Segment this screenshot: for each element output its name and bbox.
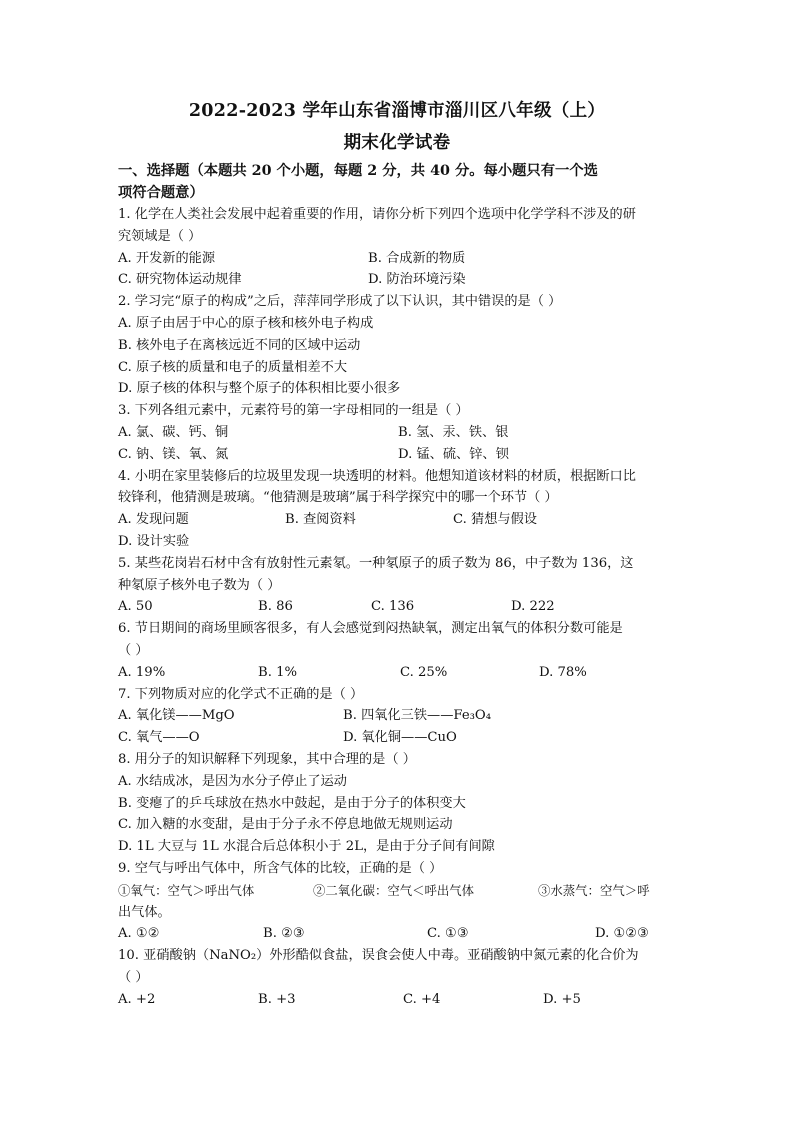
question-10-options <box>118 989 676 1011</box>
option-c: C. 加入糖的水变甜，是由于分子永不停息地做无规则运动 <box>118 817 453 833</box>
option-b: B. 核外电子在离核远近不同的区域中运动 <box>118 337 361 353</box>
option-a: A. 50 <box>118 599 153 615</box>
option-c: C. 研究物体运动规律 <box>118 272 242 288</box>
question-1-options-row2 <box>118 269 676 291</box>
option-a: A. 氧化镁——MgO <box>118 708 235 724</box>
option-d: D. 氧化铜——CuO <box>343 730 457 746</box>
option-c: C. 25% <box>400 664 448 680</box>
question-6-stem: 6. 节日期间的商场里顾客很多，有人会感觉到闷热缺氧，测定出氧气的体积分数可能是 <box>118 621 623 637</box>
question-5-stem: 5. 某些花岗岩石材中含有放射性元素氡。一种氡原子的质子数为 86，中子数为 136，这 <box>118 555 634 571</box>
question-7-options-row2 <box>118 727 676 749</box>
question-7-options-row1 <box>118 705 676 727</box>
question-3-stem: 3. 下列各组元素中，元素符号的第一字母相同的一组是（ ） <box>118 403 469 419</box>
statement-3-cont: 出气体。 <box>118 904 171 920</box>
option-a: A. 原子由居于中心的原子核和核外电子构成 <box>118 315 374 331</box>
option-a: A. 开发新的能源 <box>118 250 216 266</box>
question-9-statements <box>118 880 676 902</box>
option-c: C. 原子核的质量和电子的质量相差不大 <box>118 359 348 375</box>
option-b: B. +3 <box>258 991 296 1007</box>
option-c: C. 猜想与假设 <box>453 512 537 528</box>
question-4-options-row1 <box>118 509 676 531</box>
statement-3: ③水蒸气：空气＞呼 <box>538 882 650 898</box>
option-d: D. ①②③ <box>595 926 649 942</box>
question-9-stem: 9. 空气与呼出气体中，所含气体的比较，正确的是（ ） <box>118 860 443 876</box>
option-a: A. 19% <box>118 664 166 680</box>
question-4-stem-cont: 较锋利，他猜测是玻璃。“他猜测是玻璃”属于科学探究中的哪一个环节（ ） <box>118 490 558 506</box>
option-d: D. 1L 大豆与 1L 水混合后总体积小于 2L，是由于分子间有间隙 <box>118 839 495 855</box>
question-1-stem: 1. 化学在人类社会发展中起着重要的作用，请你分析下列四个选项中化学学科不涉及的研 <box>118 207 636 222</box>
option-c: C. 136 <box>371 599 415 615</box>
question-3-options-row1 <box>118 422 676 444</box>
option-b: B. ②③ <box>263 926 305 942</box>
option-b: B. 四氧化三铁——Fe₃O₄ <box>343 708 492 724</box>
option-b: B. 查阅资料 <box>285 512 356 528</box>
question-2-stem: 2. 学习完“原子的构成”之后，萍萍同学形成了以下认识，其中错误的是（ ） <box>118 294 562 310</box>
question-5-options <box>118 596 676 618</box>
option-c: C. ①③ <box>427 926 469 942</box>
option-a: A. +2 <box>118 991 156 1007</box>
statement-2: ②二氧化碳：空气＜呼出气体 <box>313 882 475 898</box>
question-10-stem: 10. 亚硝酸钠（NaNO₂）外形酷似食盐，误食会使人中毒。亚硝酸钠中氮元素的化合价为 <box>118 948 639 964</box>
question-10-stem-cont: （ ） <box>118 969 149 985</box>
question-1-stem-cont: 究领域是（ ） <box>118 228 202 244</box>
option-b: B. 变瘪了的乒乓球放在热水中鼓起，是由于分子的体积变大 <box>118 795 466 811</box>
option-d: D. 78% <box>539 664 587 680</box>
question-6-options <box>118 662 676 684</box>
option-d: D. 222 <box>511 599 555 615</box>
option-b: B. 合成新的物质 <box>368 250 466 266</box>
option-b: B. 86 <box>258 599 293 615</box>
option-d: D. 防治环境污染 <box>368 272 466 288</box>
statement-1: ①氧气：空气＞呼出气体 <box>118 882 255 898</box>
question-1-options-row1 <box>118 248 676 270</box>
question-6-stem-cont: （ ） <box>118 642 149 658</box>
option-d: D. 设计实验 <box>118 533 190 549</box>
question-8-stem: 8. 用分子的知识解释下列现象，其中合理的是（ ） <box>118 751 416 767</box>
option-c: C. +4 <box>403 991 441 1007</box>
question-4-stem: 4. 小明在家里装修后的垃圾里发现一块透明的材料。他想知道该材料的材质，根据断口比 <box>118 468 636 484</box>
option-d: D. 锰、硫、锌、钡 <box>398 446 509 462</box>
option-a: A. ①② <box>118 926 160 942</box>
option-d: D. 原子核的体积与整个原子的体积相比要小很多 <box>118 381 401 397</box>
option-a: A. 水结成冰，是因为水分子停止了运动 <box>118 773 347 789</box>
option-a: A. 氯、碳、钙、铜 <box>118 424 229 440</box>
question-3-options-row2 <box>118 444 676 466</box>
exam-subtitle: 期末化学试卷 <box>343 133 451 153</box>
option-c: C. 氧气——O <box>118 730 200 746</box>
question-9-options <box>118 923 676 945</box>
option-c: C. 钠、镁、氧、氮 <box>118 446 229 462</box>
option-d: D. +5 <box>543 991 581 1007</box>
exam-title: 2022-2023 学年山东省淄博市淄川区八年级（上） <box>188 101 606 121</box>
question-7-stem: 7. 下列物质对应的化学式不正确的是（ ） <box>118 686 364 702</box>
section-heading-cont: 项符合题意） <box>118 185 204 201</box>
option-a: A. 发现问题 <box>118 512 189 528</box>
option-b: B. 1% <box>258 664 297 680</box>
question-5-stem-cont: 种氡原子核外电子数为（ ） <box>118 577 281 593</box>
option-b: B. 氢、汞、铁、银 <box>398 424 509 440</box>
section-heading: 一、选择题（本题共 20 个小题，每题 2 分，共 40 分。每小题只有一个选 <box>118 163 598 179</box>
